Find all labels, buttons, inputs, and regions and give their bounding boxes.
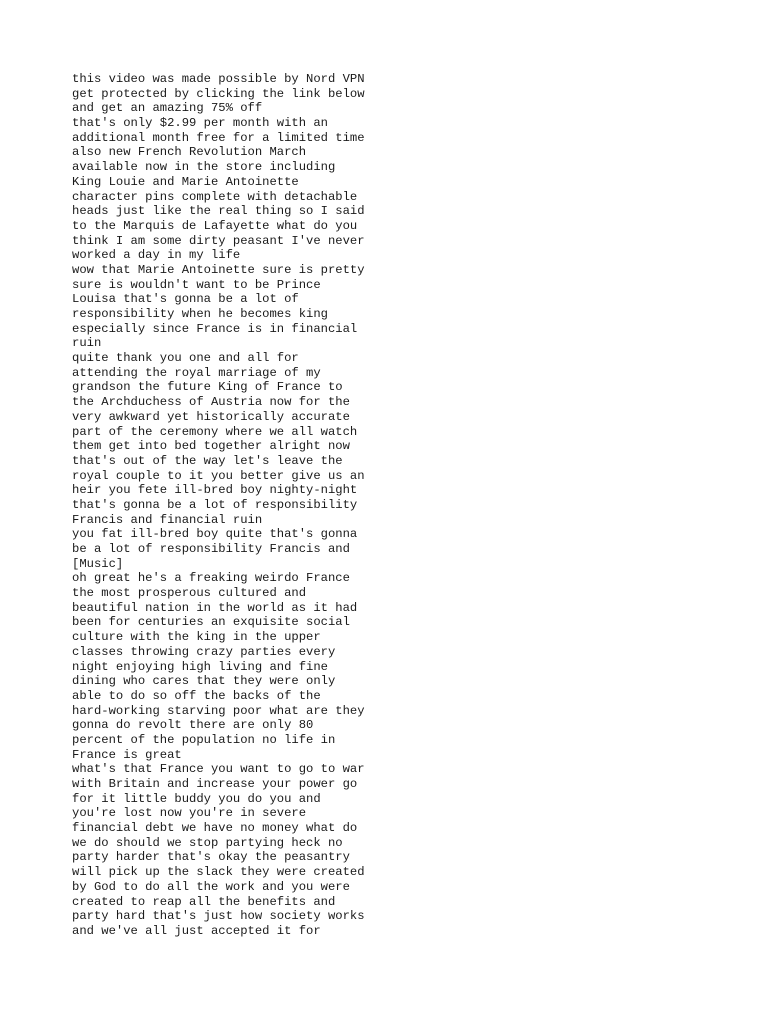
transcript-line: royal couple to it you better give us an <box>72 468 365 483</box>
transcript-line: this video was made possible by Nord VPN <box>72 72 365 86</box>
transcript-line: able to do so off the backs of the <box>72 688 321 703</box>
transcript-line: oh great he's a freaking weirdo France <box>72 571 350 586</box>
transcript-line: them get into bed together alright now <box>72 439 350 454</box>
transcript-line: attending the royal marriage of my <box>72 365 321 380</box>
transcript-line: classes throwing crazy parties every <box>72 644 336 659</box>
transcript-line: quite thank you one and all for <box>72 351 299 366</box>
transcript-line: part of the ceremony where we all watch <box>72 424 358 439</box>
transcript-text <box>72 72 712 939</box>
transcript-line: party hard that's just how society works <box>72 909 365 924</box>
transcript-line: available now in the store including <box>72 160 336 175</box>
transcript-line: [Music] <box>72 556 124 571</box>
transcript-line: character pins complete with detachable <box>72 189 358 204</box>
transcript-line: King Louie and Marie Antoinette <box>72 174 299 189</box>
transcript-line: the most prosperous cultured and <box>72 586 307 601</box>
transcript-line: you're lost now you're in severe <box>72 806 307 821</box>
transcript-line: party harder that's okay the peasantry <box>72 850 350 865</box>
transcript-line: sure is wouldn't want to be Prince <box>72 277 321 292</box>
transcript-line: hard-working starving poor what are they <box>72 703 365 718</box>
transcript-line: dining who cares that they were only <box>72 674 336 689</box>
transcript-line: worked a day in my life <box>72 248 241 263</box>
transcript-line: heir you fete ill-bred boy nighty-night <box>72 483 358 498</box>
transcript-line: Louisa that's gonna be a lot of <box>72 292 299 307</box>
transcript-line: heads just like the real thing so I said <box>72 204 365 219</box>
transcript-line: be a lot of responsibility Francis and <box>72 542 350 556</box>
transcript-line: night enjoying high living and fine <box>72 659 328 674</box>
transcript-line: ruin <box>72 336 102 351</box>
transcript-line: financial debt we have no money what do <box>72 821 358 836</box>
transcript-line: gonna do revolt there are only 80 <box>72 718 314 733</box>
transcript-line: grandson the future King of France to <box>72 380 343 395</box>
transcript-line: to the Marquis de Lafayette what do you <box>72 218 358 233</box>
transcript-line: wow that Marie Antoinette sure is pretty <box>72 262 365 277</box>
transcript-line: very awkward yet historically accurate <box>72 409 350 424</box>
transcript-line: think I am some dirty peasant I've never <box>72 233 365 248</box>
transcript-line: for it little buddy you do you and <box>72 791 321 806</box>
transcript-line: culture with the king in the upper <box>72 630 321 645</box>
transcript-line: by God to do all the work and you were <box>72 879 350 894</box>
transcript-line: additional month free for a limited time <box>72 130 365 145</box>
transcript-line: and get an amazing 75% off <box>72 101 263 116</box>
transcript-line: we do should we stop partying heck no <box>72 835 343 850</box>
transcript-line: percent of the population no life in <box>72 732 336 747</box>
transcript-line: especially since France is in financial <box>72 321 358 336</box>
transcript-line: you fat ill-bred boy quite that's gonna <box>72 527 358 542</box>
transcript-line: and we've all just accepted it for <box>72 923 321 938</box>
transcript-line: beautiful nation in the world as it had <box>72 600 358 615</box>
transcript-line: that's gonna be a lot of responsibility <box>72 497 358 512</box>
transcript-line: responsibility when he becomes king <box>72 307 328 321</box>
transcript-line: been for centuries an exquisite social <box>72 615 350 630</box>
transcript-line: what's that France you want to go to war <box>72 762 365 777</box>
transcript-line: that's only $2.99 per month with an <box>72 116 328 131</box>
transcript-line: created to reap all the benefits and <box>72 894 336 909</box>
transcript-line: get protected by clicking the link below <box>72 86 365 101</box>
transcript-line: will pick up the slack they were created <box>72 865 365 880</box>
transcript-line: that's out of the way let's leave the <box>72 453 343 468</box>
transcript-line: France is great <box>72 747 182 762</box>
transcript-line: the Archduchess of Austria now for the <box>72 395 350 410</box>
transcript-line: with Britain and increase your power go <box>72 777 358 791</box>
transcript-line: also new French Revolution March <box>72 145 307 160</box>
transcript-line: Francis and financial ruin <box>72 512 263 527</box>
